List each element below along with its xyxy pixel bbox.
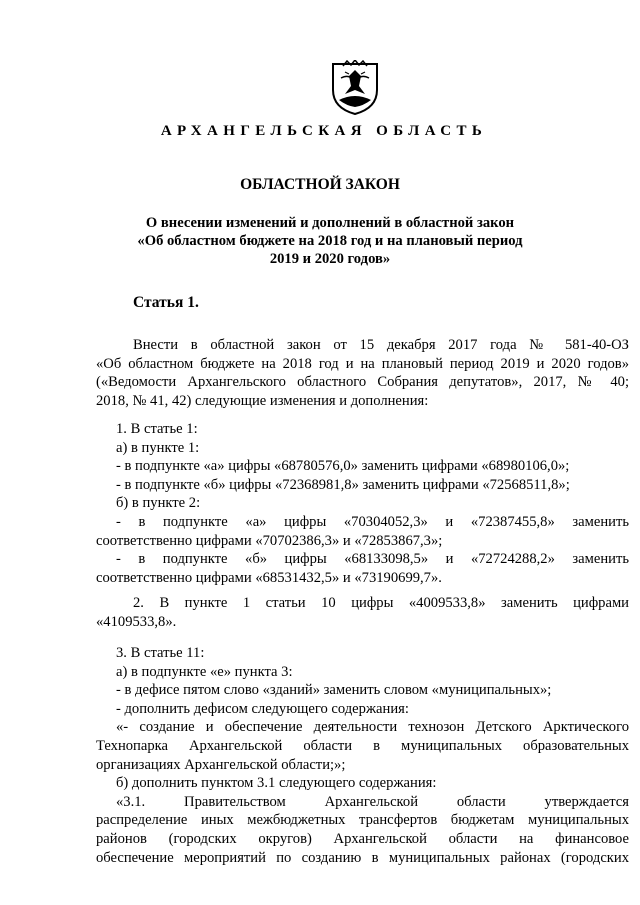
text-line: соответственно цифрами «68531432,5» и «73190699,7». (96, 569, 442, 586)
text-line: «- создание и обеспечение деятельности технозон Детского Арктического (116, 719, 629, 736)
text-line: обеспечение мероприятий по созданию в муниципальных районах (городских (96, 849, 629, 866)
text-line: - в дефисе пятом слово «зданий» заменить словом «муниципальных»; (116, 682, 552, 699)
coat-of-arms-icon (329, 60, 381, 116)
text-line: - в подпункте «а» цифры «70304052,3» и «72387455,8» заменить (116, 513, 629, 530)
document-title (120, 214, 540, 268)
text-line: 1. В статье 1: (116, 421, 198, 437)
text-line: б) дополнить пунктом 3.1 следующего содержания: (116, 775, 437, 792)
item-1 (96, 420, 629, 587)
region-name: АРХАНГЕЛЬСКАЯ ОБЛАСТЬ (160, 123, 488, 139)
text-line: соответственно цифрами «70702386,3» и «72853867,3»; (96, 532, 443, 549)
text-line: районов (городских округов) Архангельской области на финансовое (96, 830, 629, 847)
title-line: «Об областном бюджете на 2018 год и на плановый период (137, 233, 523, 249)
title-line: 2019 и 2020 годов» (269, 251, 391, 267)
text-line: - в подпункте «б» цифры «68133098,5» и «72724288,2» заменить (116, 551, 629, 568)
text-line: б) в пункте 2: (116, 495, 201, 512)
text-line: Технопарка Архангельской области в муниципальных образовательных (96, 737, 629, 754)
text-line: 2. В пункте 1 статьи 10 цифры «4009533,8» заменить цифрами (133, 595, 629, 611)
text-line: «3.1. Правительством Архангельской области утверждается (116, 793, 629, 810)
text-line: - дополнить дефисом следующего содержания: (116, 700, 409, 717)
text-line: Внести в областной закон от 15 декабря 2017 года № 581-40-ОЗ (133, 337, 629, 353)
text-line: - в подпункте «а» цифры «68780576,0» заменить цифрами «68980106,0»; (116, 458, 570, 475)
text-line: - в подпункте «б» цифры «72368981,8» заменить цифрами «72568511,8»; (116, 476, 570, 493)
text-line: а) в пункте 1: (116, 439, 200, 456)
title-line: О внесении изменений и дополнений в областной закон (145, 215, 515, 231)
item-2 (96, 594, 629, 631)
item-3 (96, 644, 629, 867)
text-line: «4109533,8». (96, 613, 177, 630)
paragraph-intro (96, 336, 629, 410)
text-line: распределение иных межбюджетных трансфертов бюджетам муниципальных (96, 812, 629, 829)
text-line: а) в подпункте «е» пункта 3: (116, 663, 293, 680)
article-heading: Статья 1. (133, 294, 199, 311)
text-line: («Ведомости Архангельского областного Собрания депутатов», 2017, № 40; (96, 374, 629, 391)
text-line: 2018, № 41, 42) следующие изменения и дополнения: (96, 392, 429, 409)
text-line: 3. В статье 11: (116, 645, 205, 661)
text-line: «Об областном бюджете на 2018 год и на плановый период 2019 и 2020 годов» (96, 355, 629, 372)
text-line: организациях Архангельской области;»; (96, 756, 346, 773)
document-type: ОБЛАСТНОЙ ЗАКОН (240, 176, 400, 193)
